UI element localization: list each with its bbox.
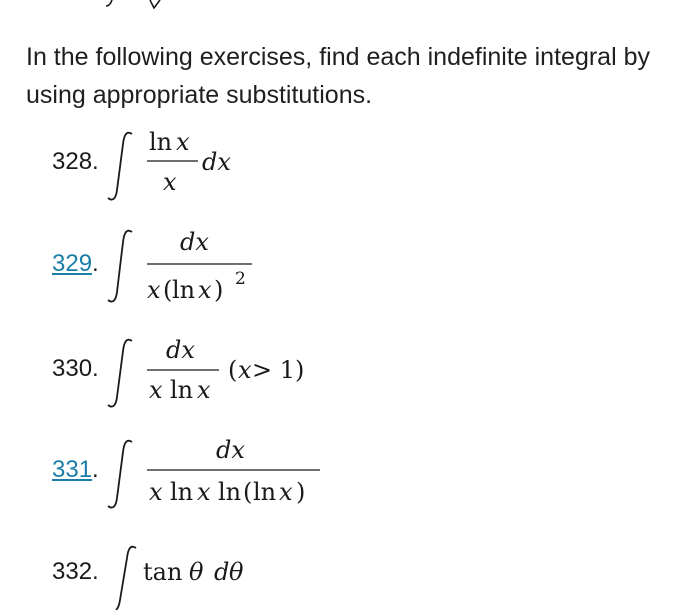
x-var: x bbox=[176, 128, 190, 156]
x-var: x bbox=[147, 276, 161, 304]
integral-331 bbox=[108, 436, 320, 508]
exercise-link-331[interactable]: 331 bbox=[52, 456, 93, 483]
ln-text: ln bbox=[170, 376, 194, 404]
integral-329 bbox=[108, 228, 252, 304]
dx-differential: dx bbox=[180, 228, 209, 256]
condition-open-paren: ( bbox=[228, 356, 238, 384]
ln-text: ln bbox=[172, 276, 196, 304]
x-var: x bbox=[197, 376, 211, 404]
exercise-number-330: 330. bbox=[52, 355, 99, 382]
ln-text: ln bbox=[253, 478, 277, 506]
x-var: x bbox=[238, 356, 252, 384]
exercise-number-332: 332. bbox=[52, 558, 99, 585]
integral-330 bbox=[108, 336, 304, 407]
x-var: x bbox=[198, 276, 212, 304]
theta-var: θ bbox=[189, 558, 204, 586]
integral-sign bbox=[108, 340, 132, 407]
ln-text: ln bbox=[218, 478, 242, 506]
x-var: x bbox=[279, 478, 293, 506]
left-paren: ( bbox=[163, 276, 173, 304]
exponent-two: 2 bbox=[235, 269, 246, 289]
dx-differential: dx bbox=[202, 148, 231, 176]
x-var: x bbox=[149, 376, 163, 404]
ln-text: ln bbox=[170, 478, 194, 506]
right-paren: ) bbox=[296, 478, 306, 506]
exercise-number-328: 328. bbox=[52, 148, 99, 175]
integral-sign bbox=[116, 547, 136, 610]
integral-sign bbox=[108, 441, 132, 508]
condition-rest: > 1) bbox=[252, 356, 305, 384]
integral-332 bbox=[116, 547, 244, 610]
tan-function: tan bbox=[143, 558, 183, 586]
integral-sign bbox=[108, 133, 132, 200]
dx-differential: dx bbox=[216, 436, 245, 464]
d-differential: d bbox=[214, 558, 230, 586]
exercise-number-331: 331. bbox=[52, 456, 99, 483]
integral-sign bbox=[108, 231, 132, 302]
right-paren: ) bbox=[214, 276, 224, 304]
left-paren: ( bbox=[243, 478, 253, 506]
theta-var: θ bbox=[229, 558, 244, 586]
exercise-number-329: 329. bbox=[52, 250, 99, 277]
dx-differential: dx bbox=[166, 336, 195, 364]
x-var: x bbox=[149, 478, 163, 506]
x-var: x bbox=[197, 478, 211, 506]
integral-328 bbox=[108, 128, 231, 200]
exercise-instructions: In the following exercises, find each indefinite integral by using appropriate substitutions. bbox=[26, 43, 650, 109]
x-var: x bbox=[163, 168, 177, 196]
ln-text: ln bbox=[149, 128, 173, 156]
exercise-link-329[interactable]: 329 bbox=[52, 250, 93, 277]
